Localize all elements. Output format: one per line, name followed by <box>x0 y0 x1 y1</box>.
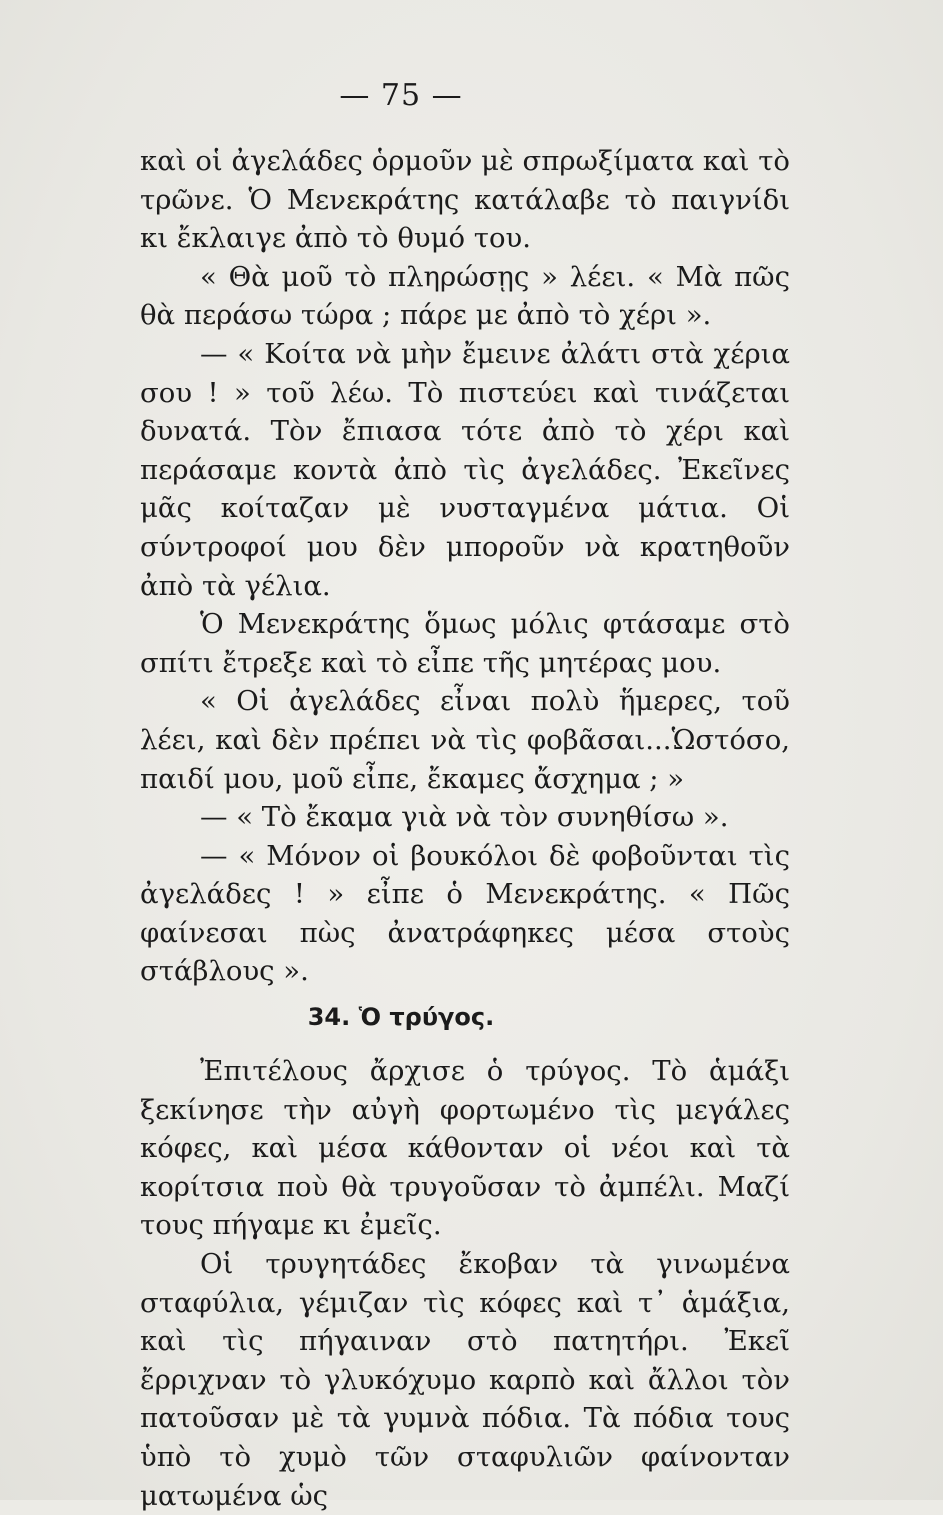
paragraph-continuation: καὶ οἱ ἀγελάδες ὁρμοῦν μὲ σπρωξίματα καὶ τὸ τρῶνε. Ὁ Μενεκράτης κατάλαβε τὸ παιγνίδι κι ἔκλαιγε ἀπὸ τὸ θυμό του. <box>140 145 790 255</box>
paragraph: — « Κοίτα νὰ μὴν ἔμεινε ἀλάτι στὰ χέρια σου ! » τοῦ λέω. Τὸ πιστεύει καὶ τινάζεται δυνατά. Τὸν ἔπιασα τότε ἀπὸ τὸ χέρι καὶ περάσαμε κοντὰ ἀπὸ τὶς ἀγελάδες. Ἐκεῖνες μᾶς κοίταζαν μὲ νυσταγμένα μάτια. Οἱ σύντροφοί μου δὲν μποροῦν νὰ κρατηθοῦν ἀπὸ τὰ γέλια. <box>140 337 790 602</box>
paragraph: Ἐπιτέλους ἄρχισε ὁ τρύγος. Τὸ ἁμάξι ξεκίνησε τὴν αὐγὴ φορτωμένο τὶς μεγάλες κόφες, καὶ μέσα κάθονταν οἱ νέοι καὶ τὰ κορίτσια ποὺ θὰ τρυγοῦσαν τὸ ἀμπέλι. Μαζί τους πήγαμε κι ἐμεῖς. <box>140 1055 790 1242</box>
paragraph: — « Μόνον οἱ βουκόλοι δὲ φοβοῦνται τὶς ἀγελάδες ! » εἶπε ὁ Μενεκράτης. « Πῶς φαίνεσαι πὼς ἀνατράφηκες μέσα στοὺς στάβλους ». <box>140 839 790 988</box>
paragraph: « Οἱ ἀγελάδες εἶναι πολὺ ἥμερες, τοῦ λέει, καὶ δὲν πρέπει νὰ τὶς φοβᾶσαι...Ὡστόσο, παιδί μου, μοῦ εἶπε, ἔκαμες ἄσχημα ; » <box>140 685 790 795</box>
paragraph: Ὁ Μενεκράτης ὅμως μόλις φτάσαμε στὸ σπίτι ἔτρεξε καὶ τὸ εἶπε τῆς μητέρας μου. <box>140 608 790 679</box>
page-number: — 75 — <box>339 78 463 113</box>
section-two-text <box>140 1052 790 1515</box>
section-heading: 34. Ὁ τρύγος. <box>307 1003 495 1031</box>
paragraph: Οἱ τρυγητάδες ἔκοβαν τὰ γινωμένα σταφύλια, γέμιζαν τὶς κόφες καὶ τ᾿ ἁμάξια, καὶ τὶς πήγαιναν στὸ πατητήρι. Ἐκεῖ ἔρριχναν τὸ γλυκόχυμο καρπὸ καὶ ἄλλοι τὸν πατοῦσαν μὲ τὰ γυμνὰ πόδια. Τὰ πόδια τους ὑπὸ τὸ χυμὸ τῶν σταφυλιῶν φαίνονταν ματωμένα ὡς <box>140 1247 790 1512</box>
paragraph: — « Τὸ ἔκαμα γιὰ νὰ τὸν συνηθίσω ». <box>200 801 729 834</box>
paragraph: « Θὰ μοῦ τὸ πληρώσῃς » λέει. « Μὰ πῶς θὰ περάσω τώρα ; πάρε με ἀπὸ τὸ χέρι ». <box>140 260 790 332</box>
section-one-text <box>140 142 790 991</box>
